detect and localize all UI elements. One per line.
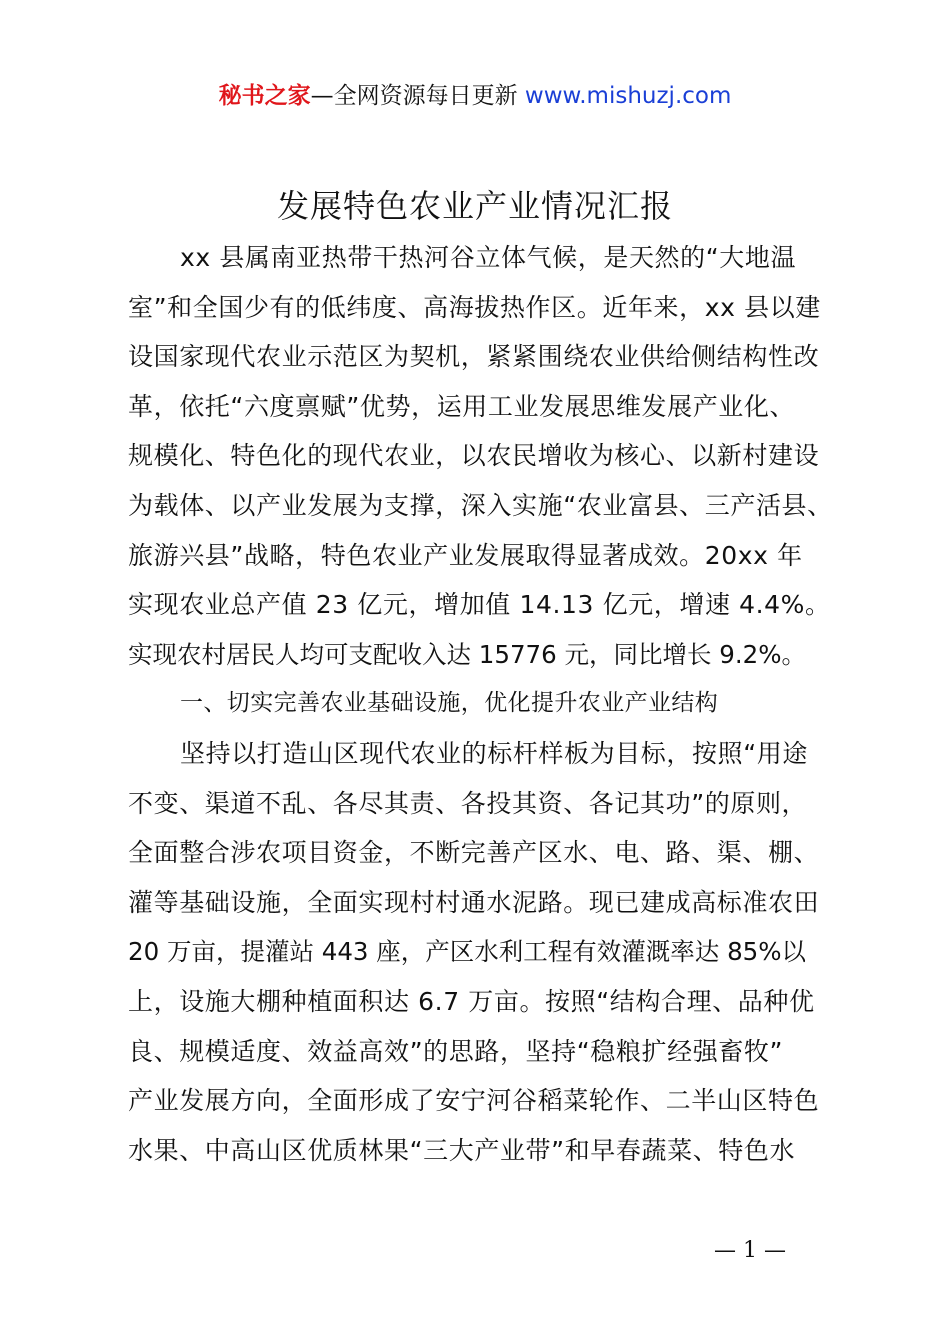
paragraph-line: 室”和全国少有的低纬度、高海拔热作区。近年来，xx 县以建 [128,292,821,322]
paragraph-line: 坚持以打造山区现代农业的标杆样板为目标，按照“用途 [180,738,808,768]
paragraph-line: 为载体、以产业发展为支撑，深入实施“农业富县、三产活县、 [128,490,833,520]
paragraph-line: 实现农业总产值 23 亿元，增加值 14.13 亿元，增速 4.4%。 [128,590,831,620]
paragraph-line: 旅游兴县”战略，特色农业产业发展取得显著成效。20xx 年 [128,540,803,570]
brand-name: 秘书之家 [218,83,311,109]
paragraph-line: 良、规模适度、效益高效”的思路，坚持“稳粮扩经强畜牧” [128,1036,784,1066]
document-body [128,233,836,1175]
paragraph-line: 水果、中高山区优质林果“三大产业带”和早春蔬菜、特色水 [128,1135,796,1165]
section-heading: 一、切实完善农业基础设施，优化提升农业产业结构 [180,690,719,717]
paragraph-line: 不变、渠道不乱、各尽其责、各投其资、各记其功”的原则， [128,788,808,818]
paragraph-line: 20 万亩，提灌站 443 座，产区水利工程有效灌溉率达 85%以 [128,937,807,967]
paragraph-line: 上，设施大棚种植面积达 6.7 万亩。按照“结构合理、品种优 [128,986,815,1016]
paragraph-line: 全面整合涉农项目资金，不断完善产区水、电、路、渠、棚、 [128,838,820,868]
site-header [0,80,950,112]
document-title: 发展特色农业产业情况汇报 [276,187,673,225]
header-tagline: —全网资源每日更新 [310,83,518,109]
paragraph-line: 革，依托“六度禀赋”优势，运用工业发展思维发展产业化、 [128,391,796,421]
paragraph-line: 设国家现代农业示范区为契机，紧紧围绕农业供给侧结构性改 [128,342,820,372]
paragraph-line: xx 县属南亚热带干热河谷立体气候，是天然的“大地温 [180,243,797,272]
page-number: — 1 — [714,1238,786,1263]
site-url-link[interactable]: www.mishuzj.com [524,83,732,109]
paragraph-line: 规模化、特色化的现代农业，以农民增收为核心、以新村建设 [128,441,820,471]
paragraph-line: 实现农村居民人均可支配收入达 15776 元，同比增长 9.2%。 [128,639,807,669]
paragraph-line: 产业发展方向，全面形成了安宁河谷稻菜轮作、二半山区特色 [128,1086,820,1116]
paragraph-line: 灌等基础设施，全面实现村村通水泥路。现已建成高标准农田 [128,887,820,917]
